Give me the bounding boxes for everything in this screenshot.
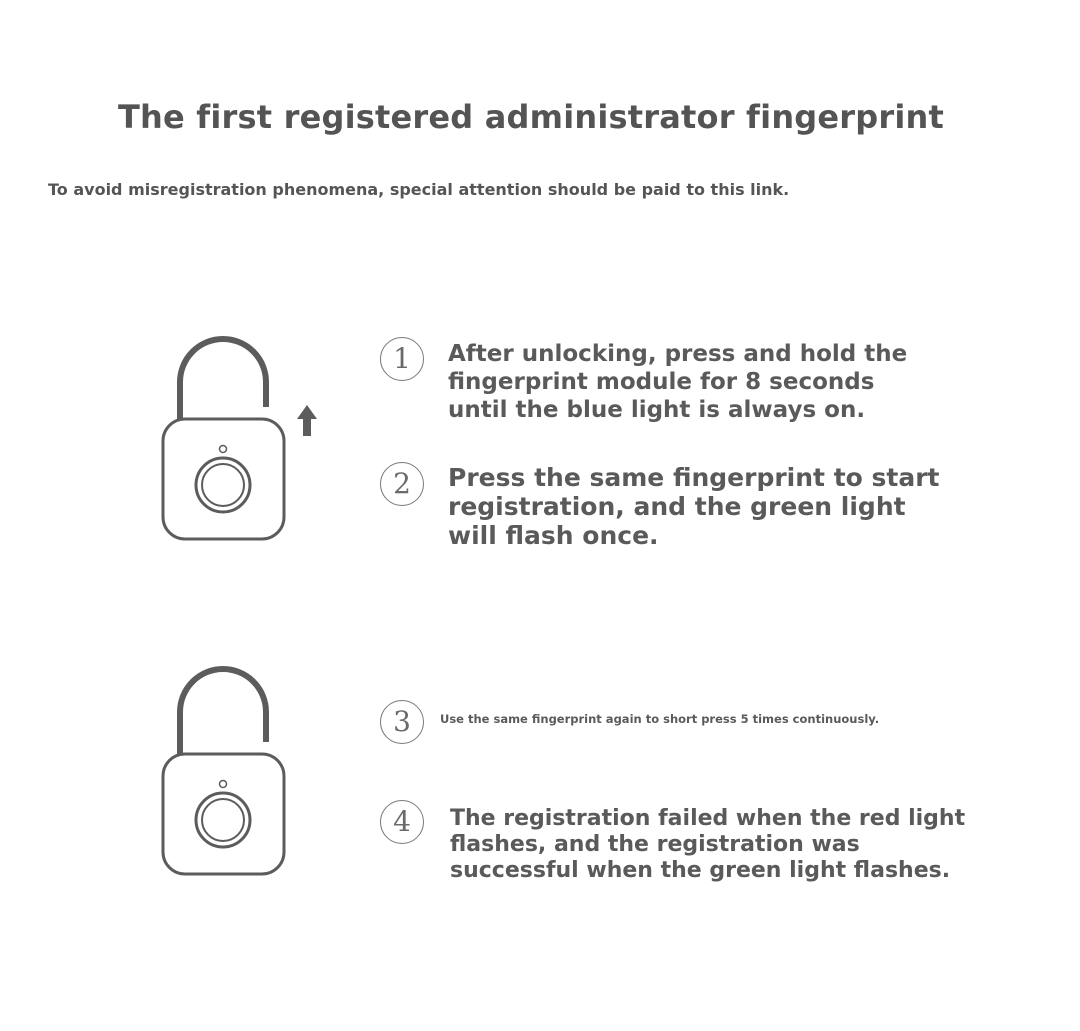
- step-3-text: [440, 712, 920, 726]
- step-4-line-2: flashes, and the registration was: [450, 832, 860, 857]
- padlock-icon: [150, 660, 300, 889]
- step-number-4: 4: [380, 800, 424, 844]
- step-4-line-3: successful when the green light flashes.: [450, 858, 951, 883]
- step-2-text: [448, 463, 948, 550]
- step-2-line-3: will flash once.: [448, 521, 659, 550]
- step-number-1: 1: [380, 337, 424, 381]
- step-number-2: 2: [380, 462, 424, 506]
- step-1-line-3: until the blue light is always on.: [448, 397, 866, 423]
- step-number-3: 3: [380, 700, 424, 744]
- step-1-line-1: After unlocking, press and hold the: [448, 341, 908, 367]
- step-4-text: [450, 806, 970, 884]
- up-arrow-icon: [296, 404, 318, 442]
- step-2-line-1: Press the same fingerprint to start: [448, 463, 940, 492]
- padlock-open-icon: [150, 325, 300, 554]
- page-title: The first registered administrator fingerprint: [118, 98, 945, 136]
- page-subtitle: To avoid misregistration phenomena, special attention should be paid to this link.: [48, 180, 790, 199]
- step-3-line-1: Use the same fingerprint again to short press 5 times continuously.: [440, 712, 880, 726]
- step-4-line-1: The registration failed when the red light: [450, 806, 966, 831]
- step-2-line-2: registration, and the green light: [448, 492, 906, 521]
- step-1-text: [448, 340, 928, 424]
- step-1-line-2: fingerprint module for 8 seconds: [448, 369, 875, 395]
